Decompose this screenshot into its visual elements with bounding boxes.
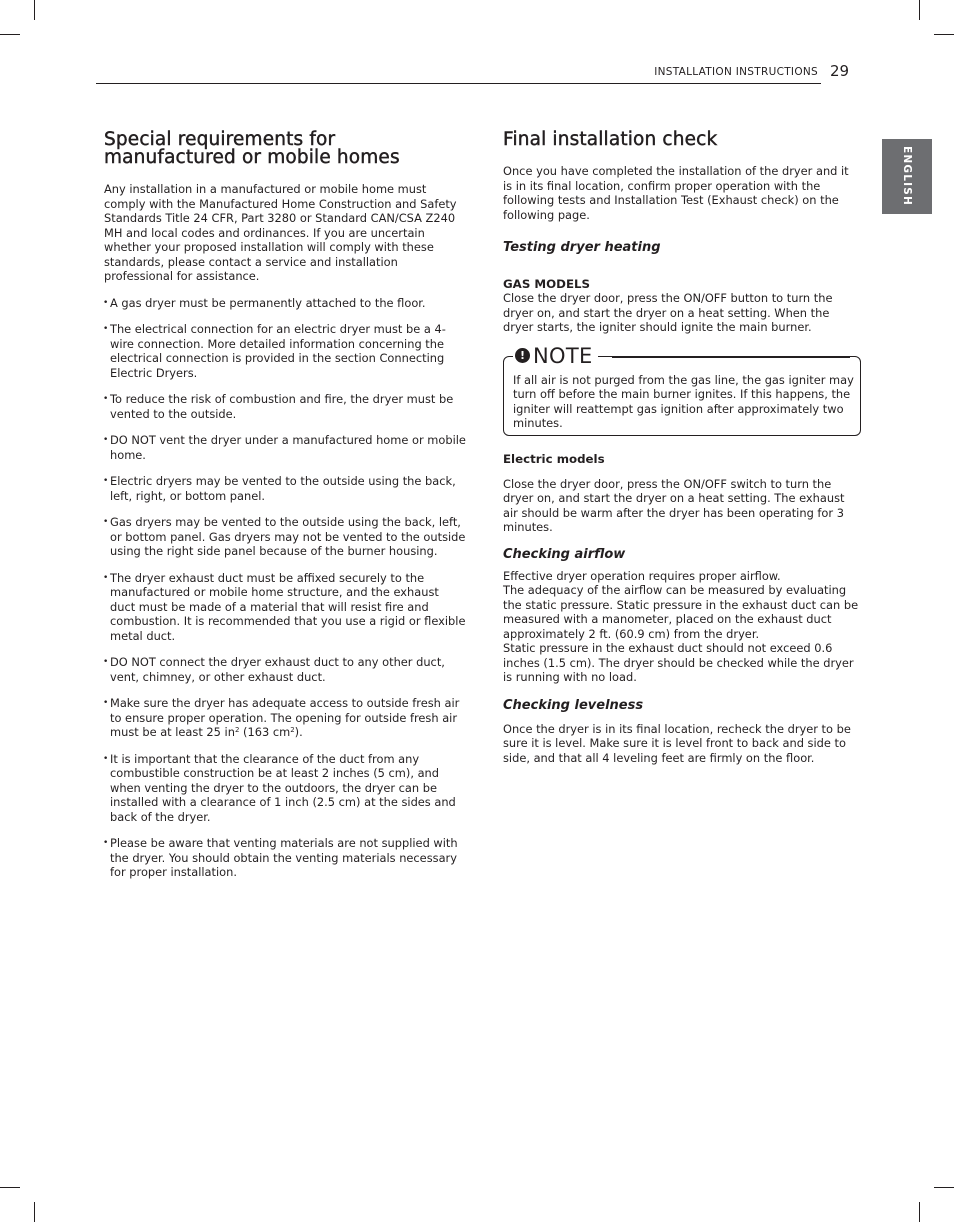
crop-mark bbox=[34, 1202, 35, 1222]
note-box bbox=[503, 343, 861, 436]
crop-mark bbox=[34, 0, 35, 20]
language-tab-label: ENGLISH bbox=[901, 146, 913, 206]
note-header bbox=[513, 344, 598, 368]
list-item: • Gas dryers may be vented to the outside using the back, left, or bottom panel. Gas dryers may not be vented to the outside using the right side panel because of the burner housing. bbox=[104, 515, 466, 559]
crop-mark bbox=[934, 1187, 954, 1188]
requirements-list bbox=[104, 296, 466, 880]
exclamation-icon: ! bbox=[515, 348, 530, 363]
page-number: 29 bbox=[830, 62, 850, 80]
subheading: Checking airflow bbox=[503, 546, 626, 562]
list-item bbox=[104, 696, 466, 740]
subheading: Checking levelness bbox=[503, 697, 644, 713]
airflow-text: The adequacy of the airflow can be measured by evaluating the static pressure. Static pressure in the exhaust duct can be measured with a manometer, placed on the exhaust duct approximately 2 ft. (60.9 cm) from the dryer. bbox=[503, 583, 859, 641]
crop-mark bbox=[919, 0, 920, 20]
right-column bbox=[503, 131, 861, 765]
language-tab bbox=[882, 139, 932, 214]
list-item: • To reduce the risk of combustion and fire, the dryer must be vented to the outside. bbox=[104, 392, 466, 421]
gas-models-text: Close the dryer door, press the ON/OFF button to turn the dryer on, and start the dryer on a heat setting. When the dryer starts, the igniter should ignite the main burner. bbox=[503, 291, 833, 334]
list-item: • A gas dryer must be permanently attached to the floor. bbox=[104, 296, 466, 311]
note-text: If all air is not purged from the gas line, the gas igniter may turn off before the main burner ignites. If this happens, the igniter will reattempt gas ignition after approximately two minutes. bbox=[513, 372, 854, 430]
list-item: • It is important that the clearance of the duct from any combustible construction be at least 2 inches (5 cm), and when venting the dryer to the outdoors, the dryer can be installed with a clearance of 1 inch (2.5 cm) at the sides and back of the dryer. bbox=[104, 752, 466, 825]
running-header: INSTALLATION INSTRUCTIONS bbox=[654, 66, 818, 78]
section-title: Final installation check bbox=[503, 129, 718, 150]
electric-models-heading: Electric models bbox=[503, 451, 605, 466]
intro-paragraph: Once you have completed the installation of the dryer and it is in its final location, confirm proper operation with the following tests and Installation Test (Exhaust check) on the following page. bbox=[503, 164, 849, 222]
superscript: 2 bbox=[290, 726, 295, 734]
list-item: • The electrical connection for an electric dryer must be a 4-wire connection. More detailed information concerning the electrical connection is provided in the section Connecting Electric Dryers. bbox=[104, 322, 466, 380]
section-title-line: manufactured or mobile homes bbox=[104, 147, 400, 168]
gas-models-heading: GAS MODELS bbox=[503, 277, 591, 291]
left-column bbox=[104, 131, 466, 892]
list-item-text: ). bbox=[294, 725, 303, 739]
section-title-line: Special requirements for bbox=[104, 129, 336, 150]
crop-mark bbox=[919, 1202, 920, 1222]
crop-mark bbox=[0, 1187, 20, 1188]
list-item: • DO NOT vent the dryer under a manufactured home or mobile home. bbox=[104, 433, 466, 462]
subheading: Testing dryer heating bbox=[503, 240, 661, 255]
intro-paragraph: Any installation in a manufactured or mobile home must comply with the Manufactured Home Construction and Safety Standards Title 24 CFR, Part 3280 or Standard CAN/CSA Z240 MH and local codes and ordinances. If you are uncertain whether your proposed installation will comply with these standards, please contact a service and installation professional for assistance. bbox=[104, 182, 457, 283]
levelness-text: Once the dryer is in its final location, recheck the dryer to be sure it is level. Make sure it is level front to back and side to side, and that all 4 leveling feet are firmly on the floor. bbox=[503, 721, 851, 765]
list-item: • DO NOT connect the dryer exhaust duct to any other duct, vent, chimney, or other exhaust duct. bbox=[104, 655, 466, 684]
crop-mark bbox=[0, 34, 20, 35]
superscript: 2 bbox=[234, 726, 240, 734]
electric-models-text: Close the dryer door, press the ON/OFF switch to turn the dryer on, and start the dryer on a heat setting. The exhaust air should be warm after the dryer has been operating for 3 minutes. bbox=[503, 476, 845, 534]
header-rule bbox=[96, 83, 821, 84]
section-title bbox=[104, 131, 466, 167]
airflow-text: Effective dryer operation requires proper airflow. bbox=[503, 568, 781, 583]
note-divider bbox=[612, 357, 850, 358]
list-item-text: (163 cm bbox=[239, 725, 291, 739]
list-item: • Electric dryers may be vented to the outside using the back, left, right, or bottom panel. bbox=[104, 474, 466, 503]
list-item: • Please be aware that venting materials are not supplied with the dryer. You should obtain the venting materials necessary for proper installation. bbox=[104, 836, 466, 880]
list-item: • The dryer exhaust duct must be affixed securely to the manufactured or mobile home structure, and the exhaust duct must be made of a material that will resist fire and combustion. It is recommended that you use a rigid or flexible metal duct. bbox=[104, 571, 466, 644]
list-item-text: Make sure the dryer has adequate access to outside fresh air to ensure proper operation. The opening for outside fresh air must be at least 25 in bbox=[110, 696, 460, 739]
airflow-text: Static pressure in the exhaust duct should not exceed 0.6 inches (1.5 cm). The dryer should be checked while the dryer is running with no load. bbox=[503, 641, 854, 684]
note-label: NOTE bbox=[533, 343, 593, 368]
crop-mark bbox=[934, 34, 954, 35]
